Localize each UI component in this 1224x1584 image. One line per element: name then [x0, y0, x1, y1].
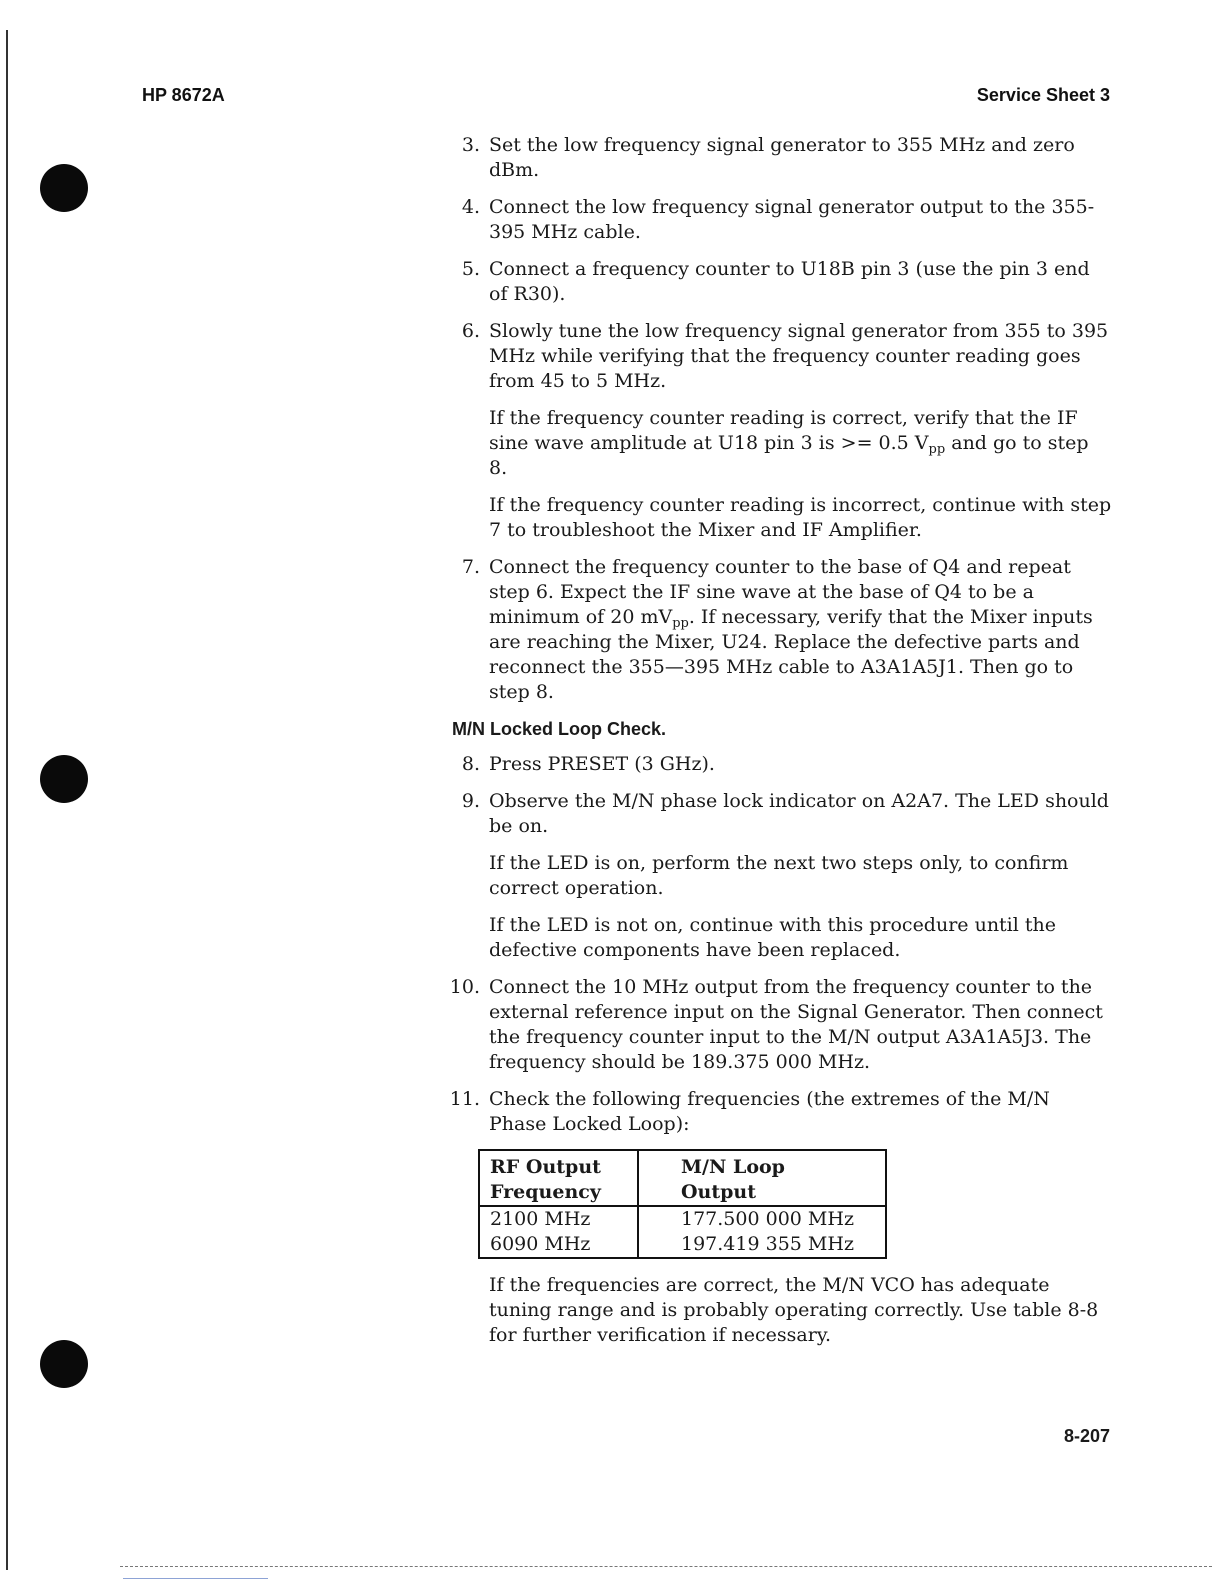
- step-7: [452, 555, 1112, 705]
- table-header-row: [479, 1150, 886, 1206]
- step-9-note-on: If the LED is on, perform the next two steps only, to confirm correct operation.: [489, 852, 1069, 899]
- step-text: Connect the frequency counter to the base of Q4 and repeat step 6. Expect the IF sine wave at the base of Q4 to be a minimum of 20 $mV_{pp}$. If necessary, verify that the Mixer inputs are reaching the Mixer, U24. Replace the defective parts and reconnect the 355—395 MHz cable to A3A1A5J1. Then go to step 8.: [489, 556, 1093, 703]
- table-header-cell: M/N Loop Output: [638, 1150, 886, 1206]
- step-number: 10.: [449, 976, 480, 998]
- table-cell: 2100 MHz: [479, 1206, 638, 1232]
- step-number: 8.: [461, 753, 480, 775]
- step-number: 6.: [461, 320, 480, 342]
- step-number: 3.: [461, 134, 480, 156]
- step-text: Connect the low frequency signal generator output to the 355-395 MHz cable.: [489, 196, 1095, 243]
- step-number: 9.: [461, 790, 480, 812]
- binder-hole: [40, 1340, 88, 1388]
- header-model: HP 8672A: [142, 85, 225, 105]
- step-number: 7.: [461, 556, 480, 578]
- step-3: [452, 133, 1112, 183]
- table-cell: 177.500 000 MHz: [638, 1206, 886, 1232]
- step-9: [452, 789, 1112, 839]
- page-content: [449, 133, 1112, 1360]
- step-9-note-off: If the LED is not on, continue with this procedure until the defective components have been replaced.: [489, 914, 1056, 961]
- scan-bottom-mark: [123, 1578, 268, 1579]
- table-cell: 197.419 355 MHz: [638, 1232, 886, 1258]
- scan-bottom-line: [120, 1566, 1212, 1567]
- binder-hole: [40, 755, 88, 803]
- step-text: Observe the M/N phase lock indicator on A2A7. The LED should be on.: [489, 790, 1109, 837]
- binder-hole: [40, 164, 88, 212]
- step-5: [452, 257, 1112, 307]
- frequency-table: [478, 1149, 887, 1259]
- page-number: 8-207: [1063, 1426, 1110, 1446]
- step-8: [452, 752, 1112, 777]
- table-cell: 6090 MHz: [479, 1232, 638, 1258]
- step-4: [452, 195, 1112, 245]
- step-text: Connect a frequency counter to U18B pin 3 (use the pin 3 end of R30).: [489, 258, 1090, 305]
- table-row: [479, 1206, 886, 1232]
- step-text: Set the low frequency signal generator to 355 MHz and zero dBm.: [489, 134, 1075, 181]
- step-text: Check the following frequencies (the extremes of the M/N Phase Locked Loop):: [489, 1088, 1050, 1135]
- step-text: Press PRESET (3 GHz).: [489, 753, 715, 775]
- step-number: 11.: [449, 1088, 480, 1110]
- step-text: Slowly tune the low frequency signal generator from 355 to 395 MHz while verifying that the frequency counter reading goes from 45 to 5 MHz.: [489, 320, 1109, 392]
- table-row: [479, 1232, 886, 1258]
- header-section: Service Sheet 3: [976, 85, 1110, 105]
- page-edge-line: [6, 30, 8, 1570]
- step-text: Connect the 10 MHz output from the frequency counter to the external reference input on the Signal Generator. Then connect the frequency counter input to the M/N output A3A1A5J3. The frequency should be 189.375 000 MHz.: [489, 976, 1103, 1073]
- closing-note: If the frequencies are correct, the M/N VCO has adequate tuning range and is probably operating correctly. Use table 8-8 for further verification if necessary.: [489, 1274, 1099, 1346]
- table-header-cell: RF Output Frequency: [479, 1150, 638, 1206]
- step-6: [452, 319, 1112, 394]
- step-6-note-correct: If the frequency counter reading is correct, verify that the IF sine wave amplitude at U18 pin 3 is >= 0.5 $V_{pp}$ and go to step 8.: [489, 407, 1089, 479]
- section-heading: M/N Locked Loop Check.: [452, 719, 667, 739]
- step-number: 4.: [461, 196, 480, 218]
- step-10: [449, 975, 1112, 1075]
- step-11: [449, 1087, 1112, 1137]
- step-number: 5.: [461, 258, 480, 280]
- step-6-note-incorrect: If the frequency counter reading is incorrect, continue with step 7 to troubleshoot the Mixer and IF Amplifier.: [489, 494, 1112, 541]
